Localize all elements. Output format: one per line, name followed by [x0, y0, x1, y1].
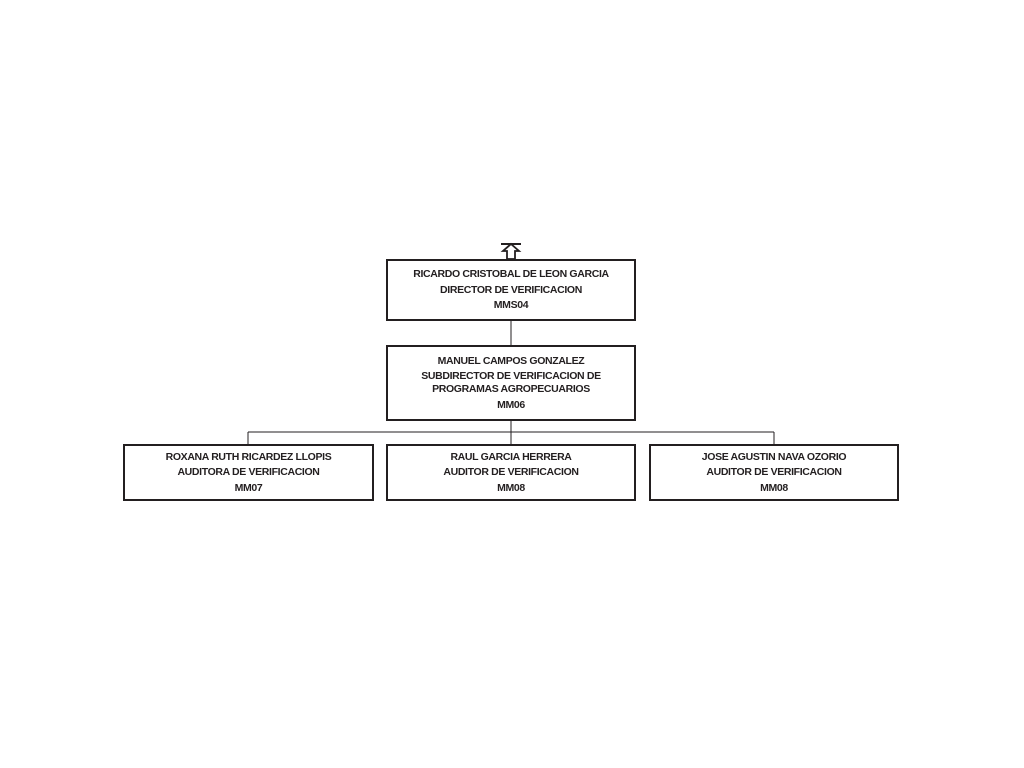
node-title: AUDITOR DE VERIFICACION	[443, 466, 579, 479]
node-code: MM07	[234, 481, 263, 494]
node-title: DIRECTOR DE VERIFICACION	[440, 283, 582, 296]
node-title: AUDITOR DE VERIFICACION	[706, 466, 842, 479]
node-name: RICARDO CRISTOBAL DE LEON GARCIA	[413, 268, 609, 281]
org-node-director[interactable]	[386, 259, 636, 321]
node-name: MANUEL CAMPOS GONZALEZ	[437, 354, 585, 367]
node-code: MM06	[497, 398, 525, 411]
node-title: AUDITORA DE VERIFICACION	[177, 466, 320, 479]
node-code: MM08	[760, 481, 788, 494]
org-node-auditor[interactable]	[386, 444, 636, 501]
node-name: RAUL GARCIA HERRERA	[450, 450, 572, 463]
node-title: SUBDIRECTOR DE VERIFICACION DE PROGRAMAS AGROPECUARIOS	[421, 370, 601, 395]
node-code: MM08	[497, 481, 525, 494]
up-arrow-icon[interactable]	[500, 242, 522, 260]
org-node-auditor[interactable]	[649, 444, 899, 501]
node-name: ROXANA RUTH RICARDEZ LLOPIS	[165, 450, 332, 463]
org-node-subdirector[interactable]	[386, 345, 636, 421]
org-node-auditor[interactable]	[123, 444, 374, 501]
node-code: MMS04	[493, 299, 529, 312]
node-name: JOSE AGUSTIN NAVA OZORIO	[701, 450, 847, 463]
